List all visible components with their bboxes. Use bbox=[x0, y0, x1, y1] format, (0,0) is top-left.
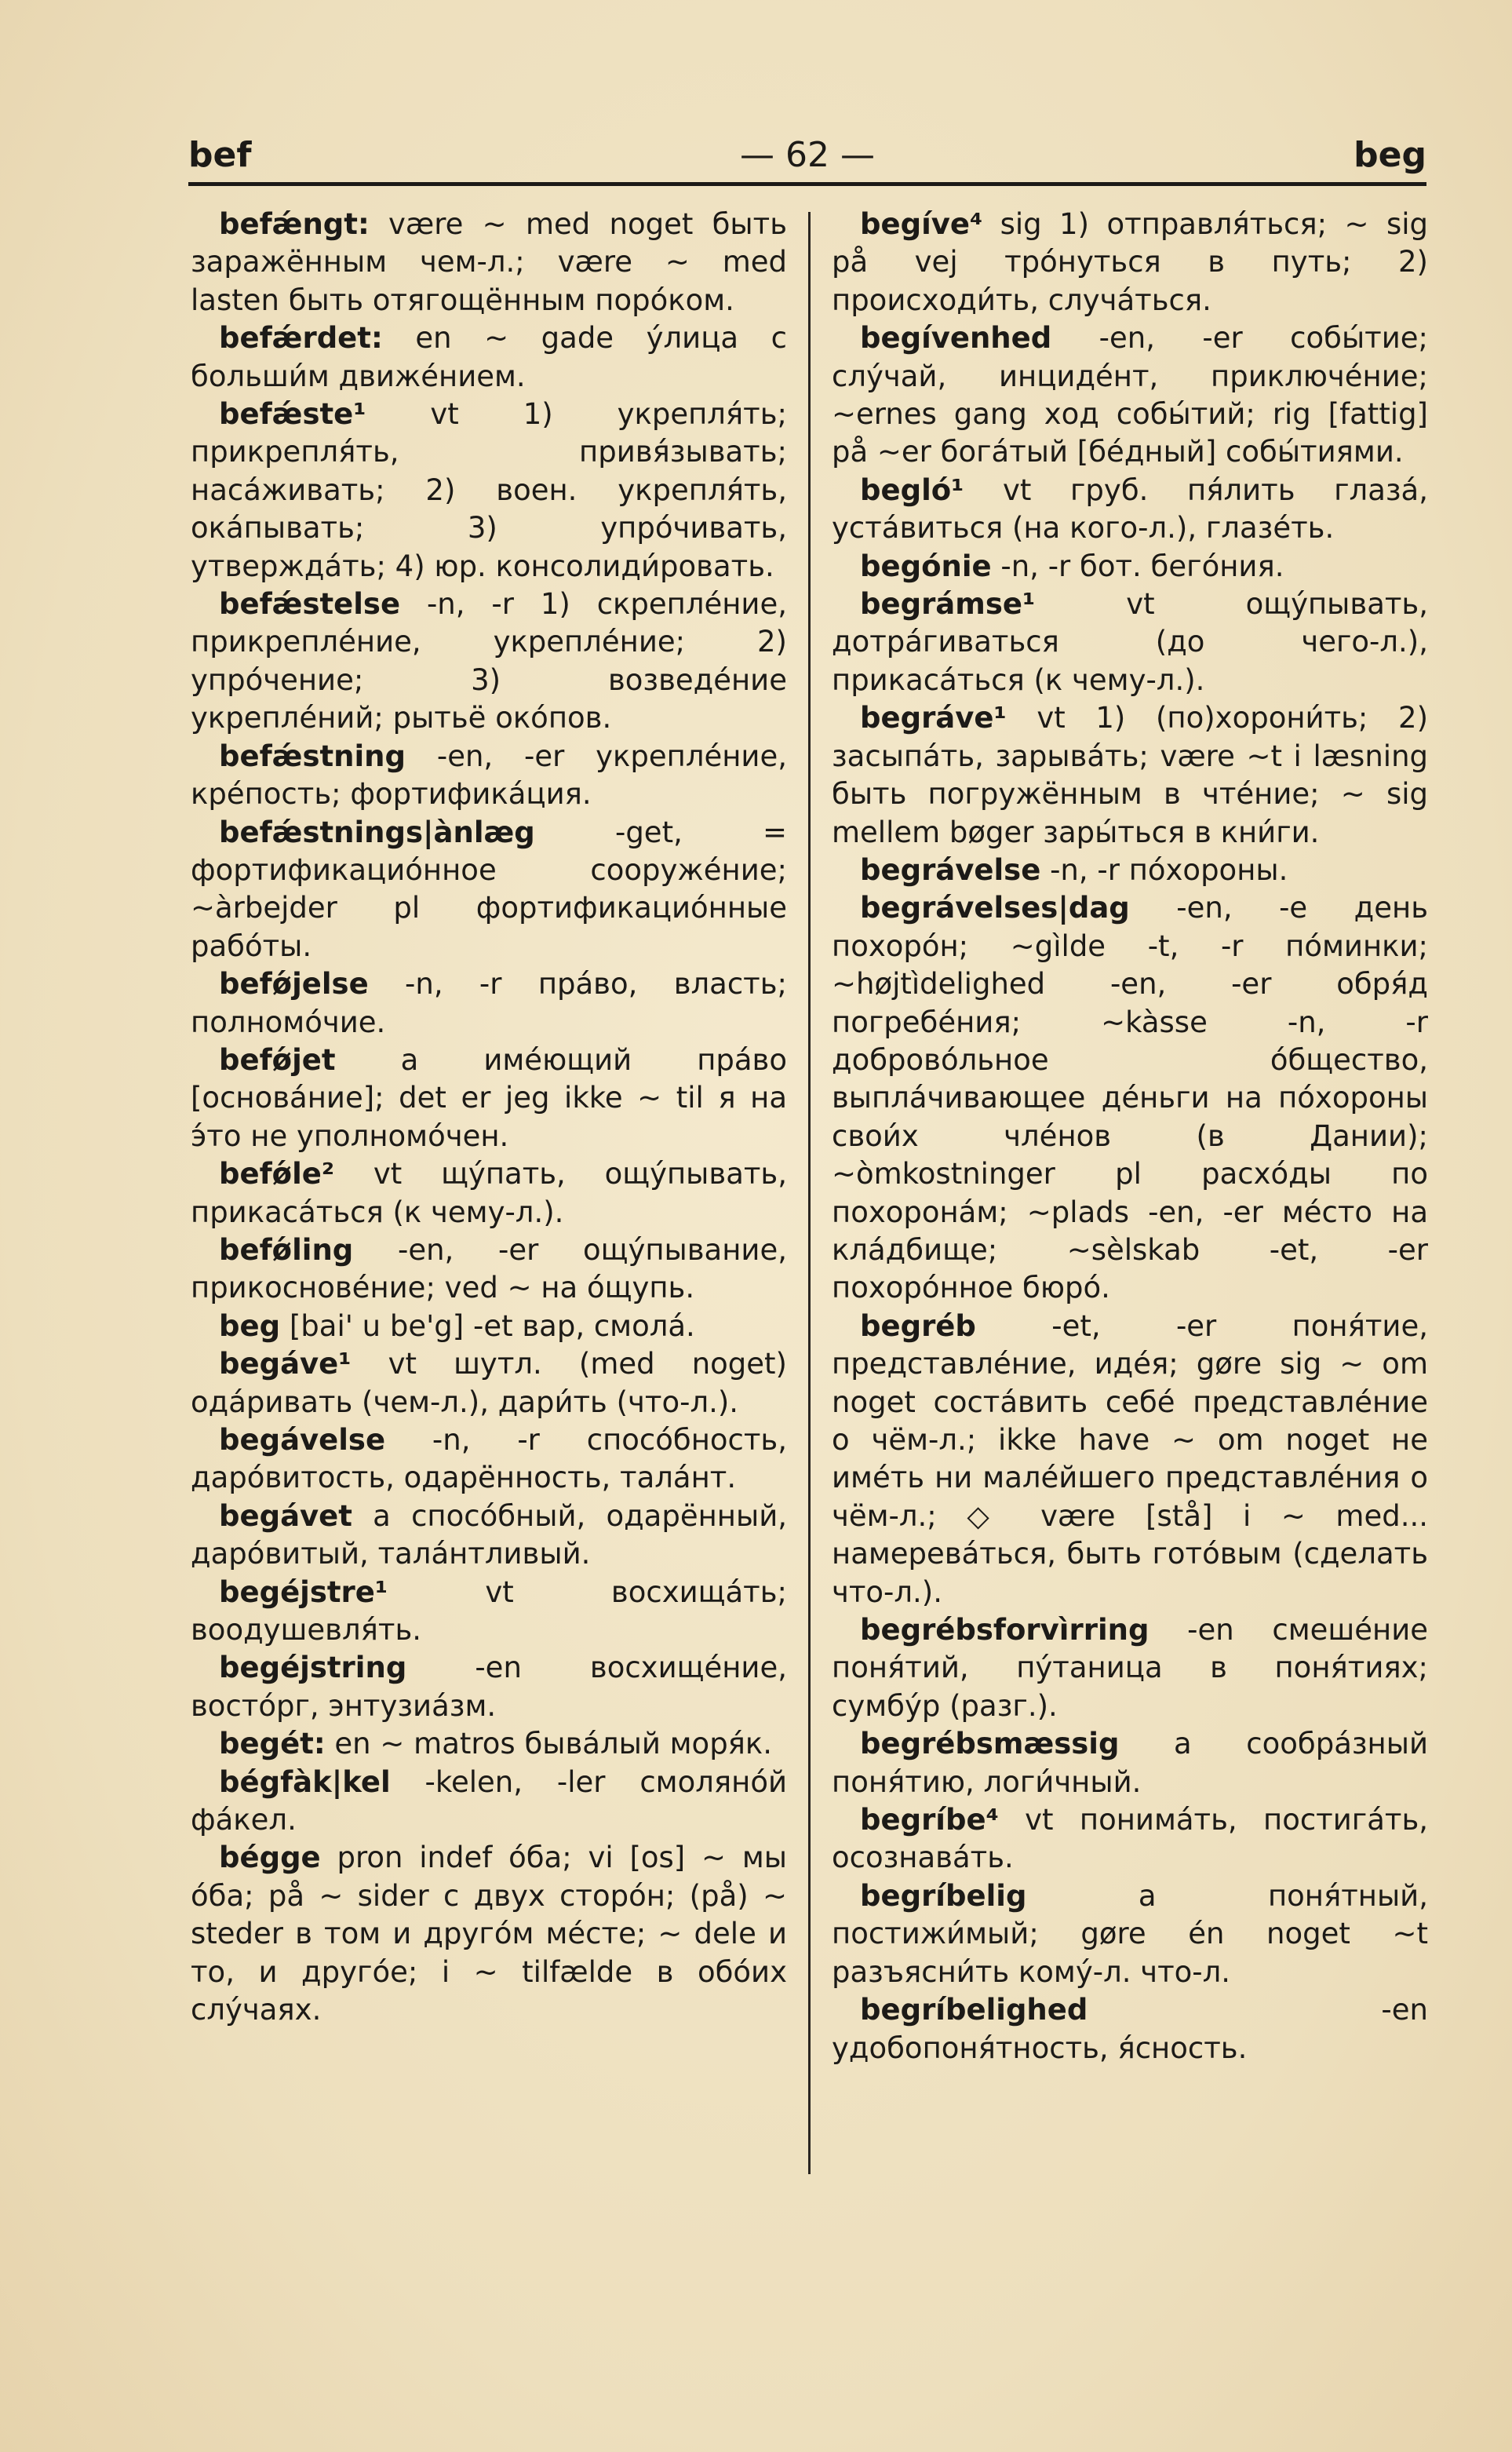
definition: [bai' u be'g] -et вар, смола́. bbox=[289, 1308, 695, 1343]
headword: begráve¹ bbox=[860, 701, 1007, 735]
dictionary-entry bbox=[191, 1574, 787, 1650]
headword: befǽstning bbox=[219, 739, 406, 773]
dictionary-entry bbox=[832, 1725, 1428, 1801]
dictionary-entry bbox=[832, 206, 1428, 319]
dictionary-entry bbox=[832, 1611, 1428, 1725]
dictionary-entry bbox=[191, 206, 787, 319]
dictionary-entry bbox=[191, 965, 787, 1042]
headword: begéjstre¹ bbox=[219, 1574, 388, 1609]
right-column bbox=[832, 206, 1428, 2215]
definition: -en, -er ощу́пывание, прикоснове́ние; ved ~ на о́щупь. bbox=[191, 1232, 787, 1305]
headword: begívenhed bbox=[860, 321, 1052, 356]
dictionary-entry bbox=[832, 699, 1428, 852]
definition: -en, -er укрепле́ние, кре́пость; фортифика́ция. bbox=[191, 739, 787, 812]
headword: begét: bbox=[219, 1727, 326, 1761]
dictionary-entry bbox=[191, 319, 787, 396]
definition: a сообра́зный поня́тию, логи́чный. bbox=[832, 1727, 1428, 1799]
definition: -get, = фортификацио́нное сооруже́ние; ~àrbejder pl фортификацио́нные рабо́ты. bbox=[191, 815, 787, 963]
definition: sig 1) отправля́ться; ~ sig på vej тро́нуться в путь; 2) происходи́ть, случа́ться. bbox=[832, 207, 1428, 317]
headword: begríbe⁴ bbox=[860, 1803, 999, 1837]
headword: begréb bbox=[860, 1308, 976, 1343]
definition: -n, -r по́хороны. bbox=[1050, 852, 1288, 887]
definition: -n, -r пра́во, власть; полномо́чие. bbox=[191, 967, 787, 1039]
headword: begónie bbox=[860, 549, 992, 583]
headword: befǽngt: bbox=[219, 207, 370, 241]
definition: -en удобопоня́тность, я́сность. bbox=[832, 1993, 1428, 2065]
dictionary-entry bbox=[832, 319, 1428, 472]
definition: en ~ gade у́лица с больши́м движе́нием. bbox=[191, 321, 787, 393]
dictionary-entry bbox=[832, 889, 1428, 1307]
definition: vt восхища́ть; воодушевля́ть. bbox=[191, 1574, 787, 1647]
headword: begrávelses|dag bbox=[860, 891, 1130, 925]
headword: befǿjelse bbox=[219, 967, 369, 1002]
dictionary-entry bbox=[191, 738, 787, 814]
dictionary-entry bbox=[832, 548, 1428, 586]
dictionary-entry bbox=[832, 1801, 1428, 1877]
definition: a име́ющий пра́во [основа́ние]; det er jeg ikke ~ til я на э́то не уполномо́чен. bbox=[191, 1042, 787, 1153]
dictionary-entry bbox=[191, 1725, 787, 1763]
definition: -et, -er поня́тие, представле́ние, иде́я; gøre sig ~ om noget соста́вить себе́ представле́ние о чём-л.; ikke have ~ om noget не име́ть ни мале́йшего представле́ния о чём-л.; ◇ være [stå] i ~ med... намерева́ться, быть гото́вым (сделать что-л.). bbox=[832, 1308, 1428, 1609]
definition: være ~ med noget быть заражённым чем-л.; være ~ med lasten быть отягощённым поро́ком. bbox=[191, 207, 787, 317]
dictionary-entry bbox=[191, 396, 787, 586]
dictionary-entry bbox=[832, 472, 1428, 548]
definition: vt груб. пя́лить глаза́, уста́виться (на кого-л.), глазе́ть. bbox=[832, 473, 1428, 545]
headword: begríbelighed bbox=[860, 1993, 1088, 2027]
dictionary-entry bbox=[191, 1421, 787, 1498]
dictionary-entry bbox=[191, 1308, 787, 1345]
headword: beg bbox=[219, 1308, 281, 1343]
headword: begrébsmæssig bbox=[860, 1727, 1120, 1761]
headword: begíve⁴ bbox=[860, 207, 983, 241]
dictionary-entry bbox=[191, 1231, 787, 1308]
headword: befǽrdet: bbox=[219, 321, 383, 356]
dictionary-entry bbox=[191, 1649, 787, 1725]
dictionary-entry bbox=[832, 586, 1428, 699]
definition: vt понима́ть, постига́ть, осознава́ть. bbox=[832, 1803, 1428, 1875]
dictionary-entry bbox=[832, 1877, 1428, 1991]
headword: befǿling bbox=[219, 1232, 354, 1267]
dictionary-entry bbox=[191, 586, 787, 738]
guide-word-left: bef bbox=[188, 135, 252, 175]
headword: befǿle² bbox=[219, 1157, 335, 1191]
definition: vt шутл. (med noget) ода́ривать (чем-л.), дари́ть (что-л.). bbox=[191, 1347, 787, 1419]
headword: befǽste¹ bbox=[219, 397, 366, 432]
dictionary-entry bbox=[832, 1991, 1428, 2067]
dictionary-entry bbox=[191, 1155, 787, 1231]
definition: vt ощу́пывать, дотра́гиваться (до чего-л.), прикаса́ться (к чему-л.). bbox=[832, 587, 1428, 697]
definition: -n, -r спосо́бность, даро́витость, одарённость, тала́нт. bbox=[191, 1423, 787, 1495]
headword: begávelse bbox=[219, 1423, 386, 1457]
headword: begrávelse bbox=[860, 852, 1041, 887]
page-number: — 62 — bbox=[740, 135, 875, 175]
definition: vt 1) укрепля́ть; прикрепля́ть, привя́зывать; наса́живать; 2) воен. укрепля́ть, ока́пывать; 3) упро́чивать, утвержда́ть; 4) юр. консолиди́ровать. bbox=[191, 397, 787, 583]
guide-word-right: beg bbox=[1354, 135, 1426, 175]
headword: befǽstnings|ànlæg bbox=[219, 815, 535, 849]
headword: begávet bbox=[219, 1498, 352, 1533]
definition: en ~ matros быва́лый моря́к. bbox=[334, 1727, 773, 1761]
left-column bbox=[191, 206, 787, 2215]
definition: -n, -r бот. бего́ния. bbox=[1000, 549, 1284, 583]
dictionary-entry bbox=[191, 1498, 787, 1574]
headword: begrébsforvìrring bbox=[860, 1613, 1149, 1647]
headword: bégfàk|kel bbox=[219, 1764, 391, 1799]
headword: bégge bbox=[219, 1841, 321, 1875]
dictionary-entry bbox=[191, 1345, 787, 1421]
definition: vt 1) (по)хорони́ть; 2) засыпа́ть, зарыва́ть; være ~t i læsning быть погружённым в чте́ние; ~ sig mellem bøger зары́ться в кни́ги. bbox=[832, 701, 1428, 849]
dictionary-entry bbox=[191, 1042, 787, 1155]
headword: befǽstelse bbox=[219, 587, 401, 622]
header-rule bbox=[188, 182, 1426, 186]
definition: -n, -r 1) скрепле́ние, прикрепле́ние, укрепле́ние; 2) упро́чение; 3) возведе́ние укрепле́ний; рытьё око́пов. bbox=[191, 587, 787, 735]
definition: -kelen, -ler смоляно́й фа́кел. bbox=[191, 1764, 787, 1837]
dictionary-entry bbox=[191, 1764, 787, 1840]
definition: -en смеше́ние поня́тий, пу́таница в поня́тиях; сумбу́р (разг.). bbox=[832, 1613, 1428, 1723]
dictionary-entry bbox=[832, 1308, 1428, 1611]
definition: vt щу́пать, ощу́пывать, прикаса́ться (к чему-л.). bbox=[191, 1157, 787, 1229]
definition: a поня́тный, постижи́мый; gøre én noget ~t разъясни́ть кому́-л. что-л. bbox=[832, 1878, 1428, 1989]
definition: -en восхище́ние, восто́рг, энтузиа́зм. bbox=[191, 1651, 787, 1723]
headword: begrámse¹ bbox=[860, 587, 1036, 622]
definition: -en, -e день похоро́н; ~gìlde -t, -r по́минки; ~højtìdelighed -en, -er обря́д погребе́ния; ~kàsse -n, -r доброво́льное о́бщество, выпла́чивающее де́ньги на по́хороны свои́х чле́нов (в Дании); ~òmkostninger pl расхо́ды по похорона́м; ~plads -en, -er ме́сто на кла́дбище; ~sèlskab -et, -er похоро́нное бюро́. bbox=[832, 891, 1428, 1305]
definition: a спосо́бный, одарённый, даро́витый, тала́нтливый. bbox=[191, 1498, 787, 1571]
headword: befǿjet bbox=[219, 1042, 336, 1077]
headword: begéjstring bbox=[219, 1651, 407, 1685]
headword: begló¹ bbox=[860, 473, 964, 507]
headword: begáve¹ bbox=[219, 1347, 352, 1381]
dictionary-entry bbox=[832, 852, 1428, 889]
page-header bbox=[188, 135, 1426, 182]
column-divider bbox=[808, 212, 811, 2174]
dictionary-entry bbox=[191, 1839, 787, 2029]
definition: -en, -er собы́тие; слу́чай, инциде́нт, приключе́ние; ~ernes gang ход собы́тий; rig [fattig] på ~er бога́тый [бе́дный] собы́тиями. bbox=[832, 321, 1428, 469]
dictionary-entry bbox=[191, 814, 787, 966]
headword: begríbelig bbox=[860, 1878, 1027, 1913]
definition: pron indef о́ба; vi [os] ~ мы о́ба; på ~ sider с двух сторо́н; (på) ~ steder в том и друго́м ме́сте; ~ dele и то, и друго́е; i ~ tilfælde в обо́их слу́чаях. bbox=[191, 1841, 787, 2027]
